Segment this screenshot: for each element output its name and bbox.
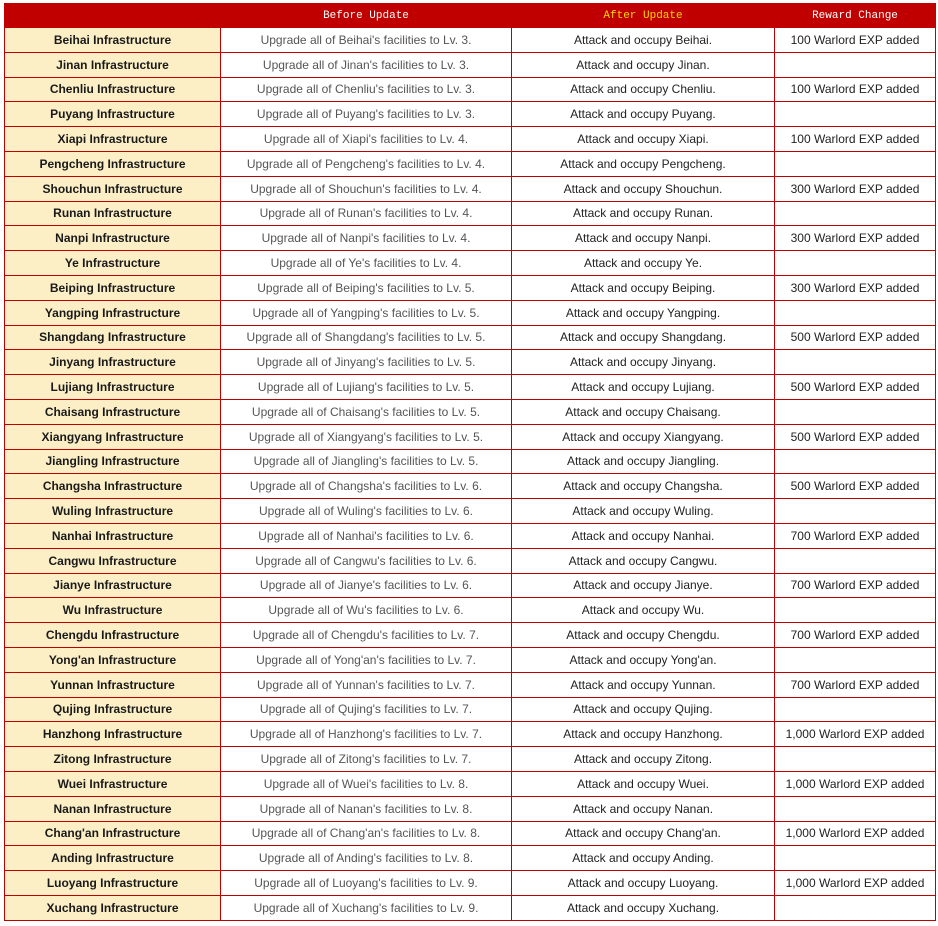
table-row	[5, 672, 936, 697]
table-row	[5, 28, 936, 53]
reward-change-cell: 1,000 Warlord EXP added	[775, 722, 936, 747]
after-update-cell: Attack and occupy Luoyang.	[512, 871, 775, 896]
before-update-cell: Upgrade all of Nanpi's facilities to Lv. 4.	[221, 226, 512, 251]
reward-change-cell: 300 Warlord EXP added	[775, 176, 936, 201]
header-after-update: After Update	[512, 4, 775, 28]
before-update-cell: Upgrade all of Jinyang's facilities to Lv. 5.	[221, 350, 512, 375]
reward-change-cell	[775, 895, 936, 920]
after-update-cell: Attack and occupy Anding.	[512, 846, 775, 871]
quest-update-table	[4, 3, 936, 921]
reward-change-cell: 300 Warlord EXP added	[775, 275, 936, 300]
reward-change-cell: 300 Warlord EXP added	[775, 226, 936, 251]
before-update-cell: Upgrade all of Jiangling's facilities to Lv. 5.	[221, 449, 512, 474]
after-update-cell: Attack and occupy Zitong.	[512, 747, 775, 772]
table-row	[5, 846, 936, 871]
before-update-cell: Upgrade all of Chenliu's facilities to Lv. 3.	[221, 77, 512, 102]
before-update-cell: Upgrade all of Xuchang's facilities to Lv. 9.	[221, 895, 512, 920]
infrastructure-name-cell: Shangdang Infrastructure	[5, 325, 221, 350]
infrastructure-name-cell: Wuei Infrastructure	[5, 771, 221, 796]
reward-change-cell: 1,000 Warlord EXP added	[775, 771, 936, 796]
after-update-cell: Attack and occupy Jinan.	[512, 52, 775, 77]
after-update-cell: Attack and occupy Chaisang.	[512, 399, 775, 424]
table-body	[5, 28, 936, 921]
reward-change-cell	[775, 350, 936, 375]
reward-change-cell	[775, 449, 936, 474]
reward-change-cell: 700 Warlord EXP added	[775, 523, 936, 548]
infrastructure-name-cell: Luoyang Infrastructure	[5, 871, 221, 896]
infrastructure-name-cell: Beiping Infrastructure	[5, 275, 221, 300]
table-row	[5, 151, 936, 176]
after-update-cell: Attack and occupy Ye.	[512, 251, 775, 276]
after-update-cell: Attack and occupy Beihai.	[512, 28, 775, 53]
reward-change-cell	[775, 52, 936, 77]
after-update-cell: Attack and occupy Wuei.	[512, 771, 775, 796]
infrastructure-name-cell: Chang'an Infrastructure	[5, 821, 221, 846]
reward-change-cell: 500 Warlord EXP added	[775, 474, 936, 499]
table-row	[5, 102, 936, 127]
infrastructure-name-cell: Yunnan Infrastructure	[5, 672, 221, 697]
before-update-cell: Upgrade all of Lujiang's facilities to Lv. 5.	[221, 375, 512, 400]
reward-change-cell: 500 Warlord EXP added	[775, 424, 936, 449]
reward-change-cell	[775, 846, 936, 871]
before-update-cell: Upgrade all of Yong'an's facilities to Lv. 7.	[221, 647, 512, 672]
before-update-cell: Upgrade all of Qujing's facilities to Lv. 7.	[221, 697, 512, 722]
after-update-cell: Attack and occupy Yunnan.	[512, 672, 775, 697]
reward-change-cell	[775, 747, 936, 772]
infrastructure-name-cell: Cangwu Infrastructure	[5, 548, 221, 573]
table-row	[5, 697, 936, 722]
header-reward-change: Reward Change	[775, 4, 936, 28]
infrastructure-name-cell: Wuling Infrastructure	[5, 499, 221, 524]
after-update-cell: Attack and occupy Changsha.	[512, 474, 775, 499]
table-row	[5, 275, 936, 300]
before-update-cell: Upgrade all of Wuei's facilities to Lv. 8.	[221, 771, 512, 796]
before-update-cell: Upgrade all of Chengdu's facilities to Lv. 7.	[221, 623, 512, 648]
after-update-cell: Attack and occupy Puyang.	[512, 102, 775, 127]
infrastructure-name-cell: Lujiang Infrastructure	[5, 375, 221, 400]
table-row	[5, 474, 936, 499]
infrastructure-name-cell: Zitong Infrastructure	[5, 747, 221, 772]
before-update-cell: Upgrade all of Runan's facilities to Lv. 4.	[221, 201, 512, 226]
table-row	[5, 449, 936, 474]
after-update-cell: Attack and occupy Nanhai.	[512, 523, 775, 548]
table-row	[5, 300, 936, 325]
after-update-cell: Attack and occupy Jiangling.	[512, 449, 775, 474]
after-update-cell: Attack and occupy Wuling.	[512, 499, 775, 524]
reward-change-cell: 1,000 Warlord EXP added	[775, 821, 936, 846]
reward-change-cell: 500 Warlord EXP added	[775, 325, 936, 350]
before-update-cell: Upgrade all of Cangwu's facilities to Lv. 6.	[221, 548, 512, 573]
before-update-cell: Upgrade all of Jinan's facilities to Lv. 3.	[221, 52, 512, 77]
infrastructure-name-cell: Chengdu Infrastructure	[5, 623, 221, 648]
after-update-cell: Attack and occupy Nanan.	[512, 796, 775, 821]
before-update-cell: Upgrade all of Hanzhong's facilities to Lv. 7.	[221, 722, 512, 747]
before-update-cell: Upgrade all of Zitong's facilities to Lv. 7.	[221, 747, 512, 772]
after-update-cell: Attack and occupy Yangping.	[512, 300, 775, 325]
table-row	[5, 871, 936, 896]
table-row	[5, 399, 936, 424]
after-update-cell: Attack and occupy Runan.	[512, 201, 775, 226]
after-update-cell: Attack and occupy Lujiang.	[512, 375, 775, 400]
after-update-cell: Attack and occupy Jianye.	[512, 573, 775, 598]
header-row	[5, 4, 936, 28]
before-update-cell: Upgrade all of Ye's facilities to Lv. 4.	[221, 251, 512, 276]
infrastructure-name-cell: Chaisang Infrastructure	[5, 399, 221, 424]
infrastructure-name-cell: Xiangyang Infrastructure	[5, 424, 221, 449]
table-row	[5, 523, 936, 548]
after-update-cell: Attack and occupy Xiapi.	[512, 127, 775, 152]
table-row	[5, 226, 936, 251]
table-row	[5, 895, 936, 920]
before-update-cell: Upgrade all of Xiangyang's facilities to Lv. 5.	[221, 424, 512, 449]
before-update-cell: Upgrade all of Yunnan's facilities to Lv. 7.	[221, 672, 512, 697]
before-update-cell: Upgrade all of Chang'an's facilities to Lv. 8.	[221, 821, 512, 846]
before-update-cell: Upgrade all of Shouchun's facilities to Lv. 4.	[221, 176, 512, 201]
reward-change-cell: 1,000 Warlord EXP added	[775, 871, 936, 896]
header-before-update: Before Update	[221, 4, 512, 28]
after-update-cell: Attack and occupy Wu.	[512, 598, 775, 623]
infrastructure-name-cell: Yong'an Infrastructure	[5, 647, 221, 672]
before-update-cell: Upgrade all of Yangping's facilities to Lv. 5.	[221, 300, 512, 325]
infrastructure-name-cell: Yangping Infrastructure	[5, 300, 221, 325]
after-update-cell: Attack and occupy Beiping.	[512, 275, 775, 300]
before-update-cell: Upgrade all of Chaisang's facilities to Lv. 5.	[221, 399, 512, 424]
after-update-cell: Attack and occupy Xiangyang.	[512, 424, 775, 449]
table-row	[5, 722, 936, 747]
infrastructure-name-cell: Runan Infrastructure	[5, 201, 221, 226]
table-row	[5, 771, 936, 796]
infrastructure-name-cell: Hanzhong Infrastructure	[5, 722, 221, 747]
table-row	[5, 251, 936, 276]
after-update-cell: Attack and occupy Nanpi.	[512, 226, 775, 251]
before-update-cell: Upgrade all of Anding's facilities to Lv. 8.	[221, 846, 512, 871]
before-update-cell: Upgrade all of Beihai's facilities to Lv. 3.	[221, 28, 512, 53]
table-row	[5, 598, 936, 623]
infrastructure-name-cell: Jinyang Infrastructure	[5, 350, 221, 375]
table-row	[5, 821, 936, 846]
before-update-cell: Upgrade all of Changsha's facilities to Lv. 6.	[221, 474, 512, 499]
header-name	[5, 4, 221, 28]
infrastructure-name-cell: Qujing Infrastructure	[5, 697, 221, 722]
reward-change-cell: 700 Warlord EXP added	[775, 672, 936, 697]
after-update-cell: Attack and occupy Shangdang.	[512, 325, 775, 350]
before-update-cell: Upgrade all of Wu's facilities to Lv. 6.	[221, 598, 512, 623]
reward-change-cell	[775, 251, 936, 276]
table-row	[5, 52, 936, 77]
table-row	[5, 548, 936, 573]
table-row	[5, 573, 936, 598]
reward-change-cell	[775, 399, 936, 424]
reward-change-cell	[775, 647, 936, 672]
infrastructure-name-cell: Nanan Infrastructure	[5, 796, 221, 821]
infrastructure-name-cell: Beihai Infrastructure	[5, 28, 221, 53]
infrastructure-name-cell: Jiangling Infrastructure	[5, 449, 221, 474]
reward-change-cell	[775, 548, 936, 573]
infrastructure-name-cell: Jinan Infrastructure	[5, 52, 221, 77]
before-update-cell: Upgrade all of Xiapi's facilities to Lv. 4.	[221, 127, 512, 152]
table-row	[5, 176, 936, 201]
table-row	[5, 424, 936, 449]
infrastructure-name-cell: Nanhai Infrastructure	[5, 523, 221, 548]
infrastructure-name-cell: Wu Infrastructure	[5, 598, 221, 623]
reward-change-cell: 700 Warlord EXP added	[775, 573, 936, 598]
after-update-cell: Attack and occupy Pengcheng.	[512, 151, 775, 176]
reward-change-cell	[775, 102, 936, 127]
reward-change-cell	[775, 201, 936, 226]
before-update-cell: Upgrade all of Puyang's facilities to Lv. 3.	[221, 102, 512, 127]
reward-change-cell	[775, 300, 936, 325]
infrastructure-name-cell: Pengcheng Infrastructure	[5, 151, 221, 176]
infrastructure-name-cell: Changsha Infrastructure	[5, 474, 221, 499]
after-update-cell: Attack and occupy Qujing.	[512, 697, 775, 722]
table-row	[5, 499, 936, 524]
table-row	[5, 350, 936, 375]
infrastructure-name-cell: Xiapi Infrastructure	[5, 127, 221, 152]
reward-change-cell	[775, 697, 936, 722]
infrastructure-name-cell: Xuchang Infrastructure	[5, 895, 221, 920]
before-update-cell: Upgrade all of Luoyang's facilities to Lv. 9.	[221, 871, 512, 896]
after-update-cell: Attack and occupy Chang'an.	[512, 821, 775, 846]
after-update-cell: Attack and occupy Hanzhong.	[512, 722, 775, 747]
reward-change-cell	[775, 598, 936, 623]
infrastructure-name-cell: Ye Infrastructure	[5, 251, 221, 276]
table-row	[5, 127, 936, 152]
before-update-cell: Upgrade all of Nanhai's facilities to Lv. 6.	[221, 523, 512, 548]
reward-change-cell	[775, 796, 936, 821]
reward-change-cell: 100 Warlord EXP added	[775, 28, 936, 53]
after-update-cell: Attack and occupy Cangwu.	[512, 548, 775, 573]
table-row	[5, 201, 936, 226]
reward-change-cell: 100 Warlord EXP added	[775, 127, 936, 152]
table-row	[5, 796, 936, 821]
table-row	[5, 747, 936, 772]
before-update-cell: Upgrade all of Wuling's facilities to Lv. 6.	[221, 499, 512, 524]
reward-change-cell: 500 Warlord EXP added	[775, 375, 936, 400]
before-update-cell: Upgrade all of Pengcheng's facilities to Lv. 4.	[221, 151, 512, 176]
before-update-cell: Upgrade all of Nanan's facilities to Lv. 8.	[221, 796, 512, 821]
after-update-cell: Attack and occupy Jinyang.	[512, 350, 775, 375]
before-update-cell: Upgrade all of Shangdang's facilities to Lv. 5.	[221, 325, 512, 350]
infrastructure-name-cell: Jianye Infrastructure	[5, 573, 221, 598]
table-row	[5, 623, 936, 648]
after-update-cell: Attack and occupy Chengdu.	[512, 623, 775, 648]
reward-change-cell: 700 Warlord EXP added	[775, 623, 936, 648]
before-update-cell: Upgrade all of Jianye's facilities to Lv. 6.	[221, 573, 512, 598]
table-row	[5, 325, 936, 350]
infrastructure-name-cell: Puyang Infrastructure	[5, 102, 221, 127]
reward-change-cell: 100 Warlord EXP added	[775, 77, 936, 102]
after-update-cell: Attack and occupy Shouchun.	[512, 176, 775, 201]
infrastructure-name-cell: Nanpi Infrastructure	[5, 226, 221, 251]
table-row	[5, 77, 936, 102]
reward-change-cell	[775, 499, 936, 524]
reward-change-cell	[775, 151, 936, 176]
infrastructure-name-cell: Shouchun Infrastructure	[5, 176, 221, 201]
before-update-cell: Upgrade all of Beiping's facilities to Lv. 5.	[221, 275, 512, 300]
table-row	[5, 647, 936, 672]
after-update-cell: Attack and occupy Yong'an.	[512, 647, 775, 672]
after-update-cell: Attack and occupy Xuchang.	[512, 895, 775, 920]
after-update-cell: Attack and occupy Chenliu.	[512, 77, 775, 102]
infrastructure-name-cell: Anding Infrastructure	[5, 846, 221, 871]
table-row	[5, 375, 936, 400]
infrastructure-name-cell: Chenliu Infrastructure	[5, 77, 221, 102]
